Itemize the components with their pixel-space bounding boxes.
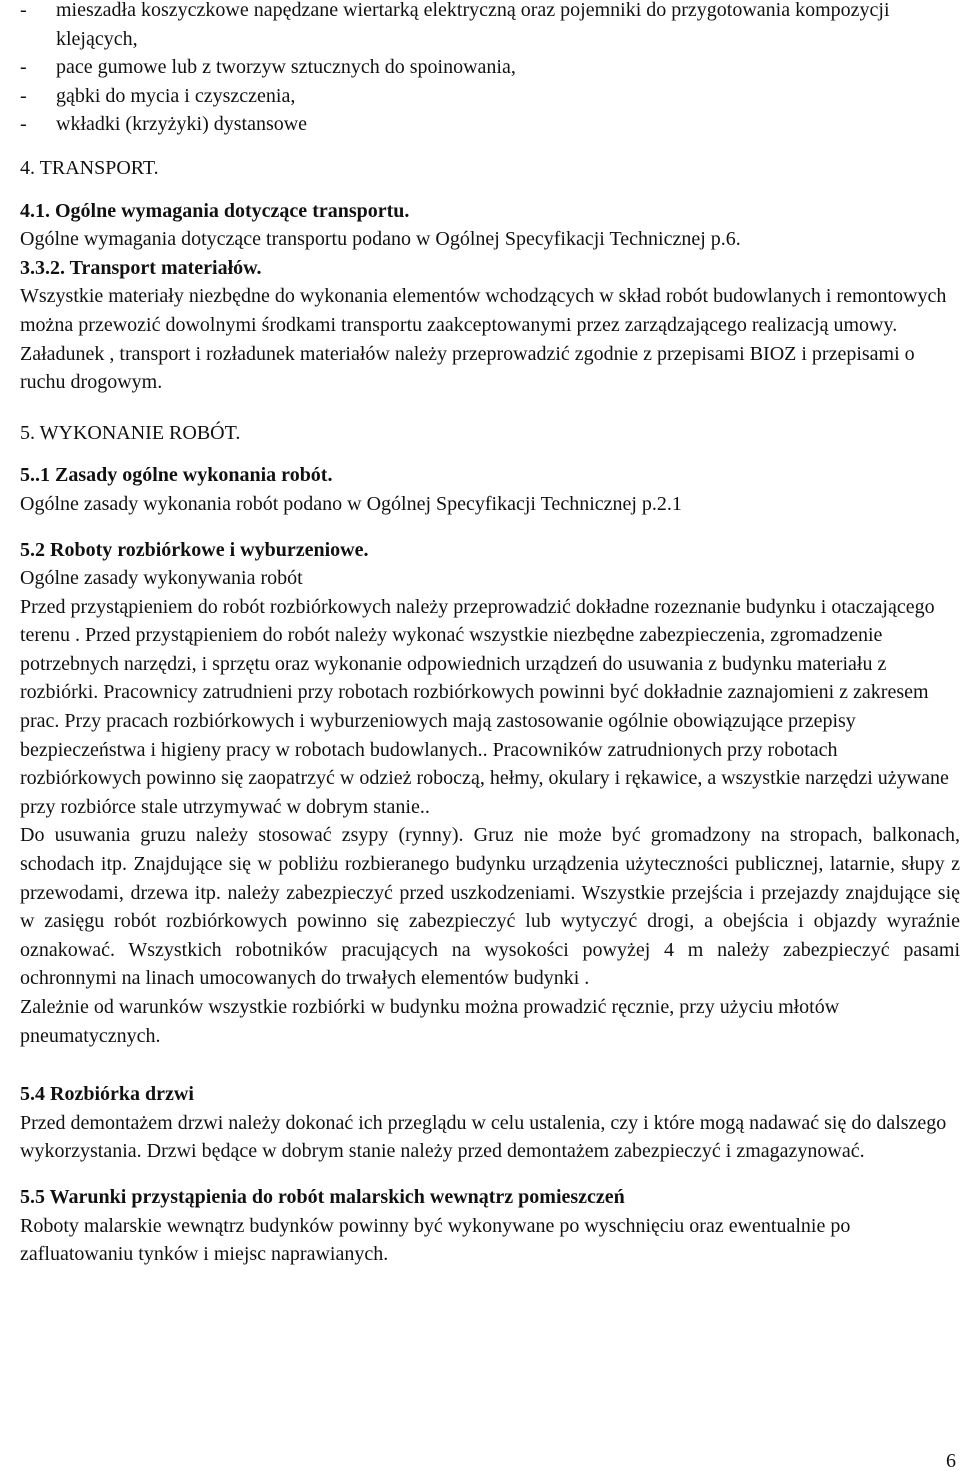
page-number: 6: [946, 1450, 956, 1472]
document-page: [20, 0, 960, 1269]
demolition-paragraph-2: Do usuwania gruzu należy stosować zsypy (rynny). Gruz nie może być gromadzony na stropach, balkonach, schodach itp. Znajdujące się w pobliżu rozbieranego budynku urządzenia użyteczności publicznej, latarnie, słupy z przewodami, drzewa itp. należy zabezpieczyć przed uszkodzeniami. Wszystkie przejścia i przejazdy znajdujące się w zasięgu robót rozbiórkowych powinno się zabezpieczyć lub wytyczyć drogi, a obejścia i objazdy wyraźnie oznakować. Wszystkich robotników pracujących na wysokości powyżej 4 m należy zabezpieczyć pasami ochronnymi na linach umocowanych do trwałych elementów budynki .: [20, 824, 960, 990]
section-5-4-heading: 5.4 Rozbiórka drzwi: [20, 1083, 194, 1106]
section-5-1-text: Ogólne zasady wykonania robót podano w Ogólnej Specyfikacji Technicznej p.2.1: [20, 492, 682, 515]
section-5-1-heading: 5..1 Zasady ogólne wykonania robót.: [20, 464, 333, 487]
list-marker: -: [20, 0, 27, 21]
tools-list: [20, 0, 960, 139]
transport-paragraph-1: Wszystkie materiały niezbędne do wykonania elementów wchodzących w skład robót budowlanych i remontowych można przewozić dowolnymi środkami transportu zaakceptowanymi przez zarządzającego realizacją umowy.: [20, 285, 947, 336]
list-item: [20, 0, 960, 53]
section-5-5-text: Roboty malarskie wewnątrz budynków powinny być wykonywane po wyschnięciu oraz ewentualnie po zafluatowaniu tynków i miejsc naprawianych.: [20, 1214, 851, 1266]
section-5-5-heading: 5.5 Warunki przystąpienia do robót malarskich wewnątrz pomieszczeń: [20, 1185, 625, 1208]
section-4-1-heading: 4.1. Ogólne wymagania dotyczące transportu.: [20, 199, 410, 222]
transport-paragraph-2: Załadunek , transport i rozładunek materiałów należy przeprowadzić zgodnie z przepisami BIOZ i przepisami o ruchu drogowym.: [20, 342, 915, 394]
section-5-2-heading: 5.2 Roboty rozbiórkowe i wyburzeniowe.: [20, 538, 369, 561]
list-item: [20, 110, 960, 139]
list-marker: -: [20, 56, 27, 79]
section-5-2-subheading: Ogólne zasady wykonywania robót: [20, 567, 303, 590]
section-5-4-text: Przed demontażem drzwi należy dokonać ich przeglądu w celu ustalenia, czy i które mogą nadawać się do dalszego wykorzystania. Drzwi będące w dobrym stanie należy przed demontażem zabezpieczyć i zmagazynować.: [20, 1111, 947, 1163]
list-item: [20, 53, 960, 82]
demolition-paragraph-1: Przed przystąpieniem do robót rozbiórkowych należy przeprowadzić dokładne rozeznanie budynku i otaczającego terenu . Przed przystąpieniem do robót należy wykonać wszystkie niezbędne zabezpieczenia, zgromadzenie potrzebnych narzędzi, i sprzętu oraz wykonanie odpowiednich urządzeń do usuwania z budynku materiału z rozbiórki. Pracownicy zatrudnieni przy robotach rozbiórkowych powinni być dokładnie zaznajomieni z zakresem prac. Przy pracach rozbiórkowych i wyburzeniowych mają zastosowanie ogólnie obowiązujące przepisy bezpieczeństwa i higieny pracy w robotach budowlanych.. Pracowników zatrudnionych przy robotach rozbiórkowych powinno się zaopatrzyć w odzież roboczą, hełmy, okulary i rękawice, a wszystkie narzędzi używane przy rozbiórce stale utrzymywać w dobrym stanie..: [20, 595, 949, 818]
list-item-text: gąbki do mycia i czyszczenia,: [56, 84, 296, 107]
demolition-paragraph-3: Zależnie od warunków wszystkie rozbiórki w budynku można prowadzić ręcznie, przy użyciu młotów pneumatycznych.: [20, 996, 840, 1047]
section-5-heading: 5. WYKONANIE ROBÓT.: [20, 421, 241, 444]
list-item-text: wkładki (krzyżyki) dystansowe: [56, 113, 308, 136]
list-marker: -: [20, 113, 27, 136]
list-item-text: pace gumowe lub z tworzyw sztucznych do spoinowania,: [56, 56, 516, 79]
section-transport-materials-heading: 3.3.2. Transport materiałów.: [20, 256, 262, 279]
list-marker: -: [20, 84, 27, 107]
section-4-heading: 4. TRANSPORT.: [20, 156, 159, 179]
section-4-1-text: Ogólne wymagania dotyczące transportu podano w Ogólnej Specyfikacji Technicznej p.6.: [20, 228, 741, 251]
list-item-text: mieszadła koszyczkowe napędzane wiertarką elektryczną oraz pojemniki do przygotowania kompozycji klejących,: [56, 0, 890, 50]
list-item: [20, 82, 960, 111]
